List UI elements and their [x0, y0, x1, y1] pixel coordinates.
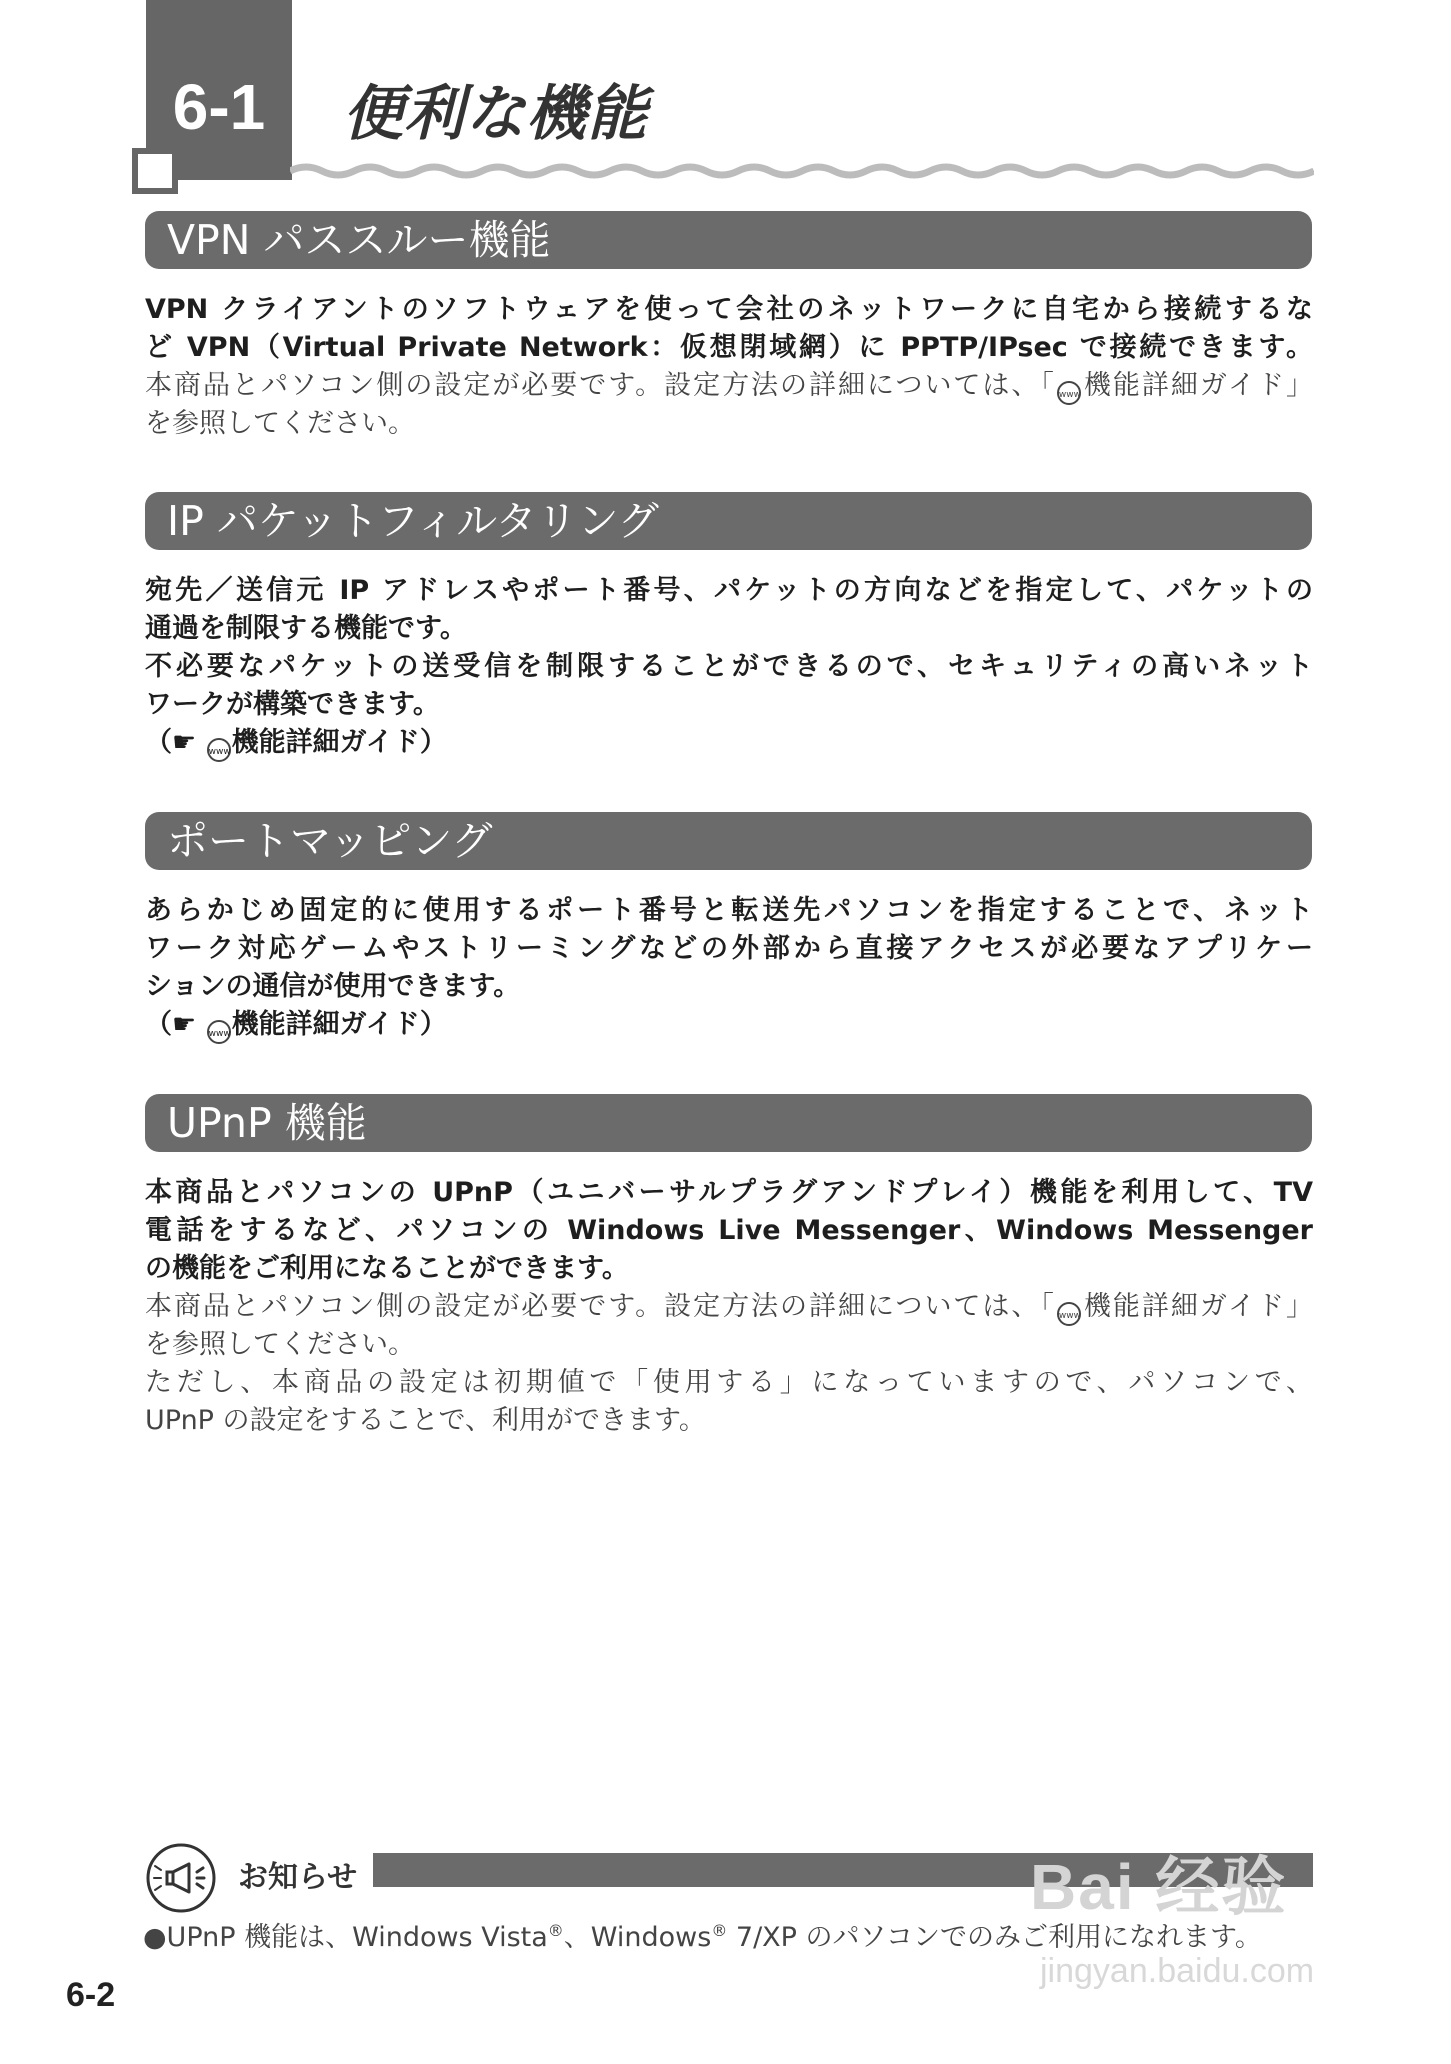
section-body-port-mapping: [145, 892, 1313, 1044]
text-line: あらかじめ固定的に使用するポート番号と転送先パソコンを指定することで、ネット: [145, 895, 1313, 926]
registered-mark: ®: [711, 1921, 728, 1940]
text-fragment: 7/XP のパソコンでのみご利用になれます。: [727, 1922, 1262, 1953]
registered-mark: ®: [547, 1921, 564, 1940]
section-header-vpn: [145, 211, 1312, 269]
text-line: UPnP の設定をすることで、利用ができます。: [145, 1405, 706, 1436]
text-line: 電話をするなど、パソコンの Windows Live Messenger、Windows Messenger: [145, 1215, 1313, 1246]
text-line: ワークが構築できます。: [145, 689, 440, 720]
text-fragment: ）: [419, 727, 447, 758]
text-line: VPN クライアントのソフトウェアを使って会社のネットワークに自宅から接続するな: [145, 294, 1314, 325]
watermark-logo: Bai 经验: [1030, 1851, 1288, 1923]
text-fragment: 本商品とパソコン側の設定が必要です。設定方法の詳細については、「: [145, 370, 1056, 401]
text-line: ションの通信が使用できます。: [145, 971, 521, 1002]
section-title: UPnP 機能: [167, 1099, 367, 1147]
watermark-url: jingyan.baidu.com: [1040, 1952, 1315, 1990]
section-header-ip-filter: [145, 492, 1312, 550]
section-body-upnp: [145, 1174, 1313, 1440]
text-fragment: 、Windows: [563, 1922, 712, 1953]
section-header-port-mapping: [145, 812, 1312, 870]
text-line: [145, 1288, 1313, 1326]
text-fragment: 機能詳細ガイド」: [1081, 1291, 1313, 1322]
section-body-ip-filter: [145, 572, 1313, 762]
chapter-corner-decoration: [132, 148, 178, 194]
www-icon: www: [1057, 1302, 1081, 1326]
text-line: 宛先／送信元 IP アドレスやポート番号、パケットの方向などを指定して、パケットの: [145, 575, 1313, 606]
reference-link[interactable]: [145, 1006, 1313, 1044]
text-line: を参照してください。: [145, 1329, 415, 1360]
www-icon: www: [1057, 381, 1081, 405]
notice-megaphone-icon: [145, 1842, 217, 1914]
www-icon: www: [207, 738, 231, 762]
text-fragment: 機能詳細ガイド: [231, 727, 420, 758]
text-line: 通過を制限する機能です。: [145, 613, 467, 644]
text-fragment: （☛: [145, 1009, 206, 1040]
section-title: ポートマッピング: [167, 817, 493, 865]
notice-label: お知らせ: [238, 1860, 358, 1895]
text-fragment: ）: [419, 1009, 447, 1040]
text-line: の機能をご利用になることができます。: [145, 1253, 629, 1284]
page-number: 6-2: [66, 1976, 116, 2014]
section-title: IP パケットフィルタリング: [167, 497, 659, 545]
text-fragment: 機能詳細ガイド」: [1081, 370, 1313, 401]
text-line: ど VPN（Virtual Private Network：仮想閉域網）に PPTP/IPsec で接続できます。: [145, 332, 1313, 363]
chapter-number: 6-1: [172, 71, 266, 143]
text-line: 本商品とパソコンの UPnP（ユニバーサルプラグアンドプレイ）機能を利用して、TV: [145, 1177, 1313, 1208]
text-line: を参照してください。: [145, 408, 415, 439]
text-fragment: ●UPnP 機能は、Windows Vista: [143, 1922, 548, 1953]
www-icon: www: [207, 1020, 231, 1044]
section-body-vpn: [145, 291, 1313, 443]
chapter-title: 便利な機能: [343, 79, 648, 149]
reference-link[interactable]: [145, 724, 1313, 762]
text-fragment: （☛: [145, 727, 206, 758]
text-fragment: 本商品とパソコン側の設定が必要です。設定方法の詳細については、「: [145, 1291, 1056, 1322]
text-line: 不必要なパケットの送受信を制限することができるので、セキュリティの高いネット: [145, 651, 1313, 682]
text-line: ただし、本商品の設定は初期値で「使用する」になっていますので、パソコンで、: [145, 1367, 1313, 1398]
text-line: ワーク対応ゲームやストリーミングなどの外部から直接アクセスが必要なアプリケー: [145, 933, 1313, 964]
wave-divider: [290, 163, 1314, 179]
text-line: [145, 367, 1313, 405]
text-fragment: 機能詳細ガイド: [231, 1009, 420, 1040]
section-header-upnp: [145, 1094, 1312, 1152]
section-title: VPN パススルー機能: [167, 216, 551, 264]
